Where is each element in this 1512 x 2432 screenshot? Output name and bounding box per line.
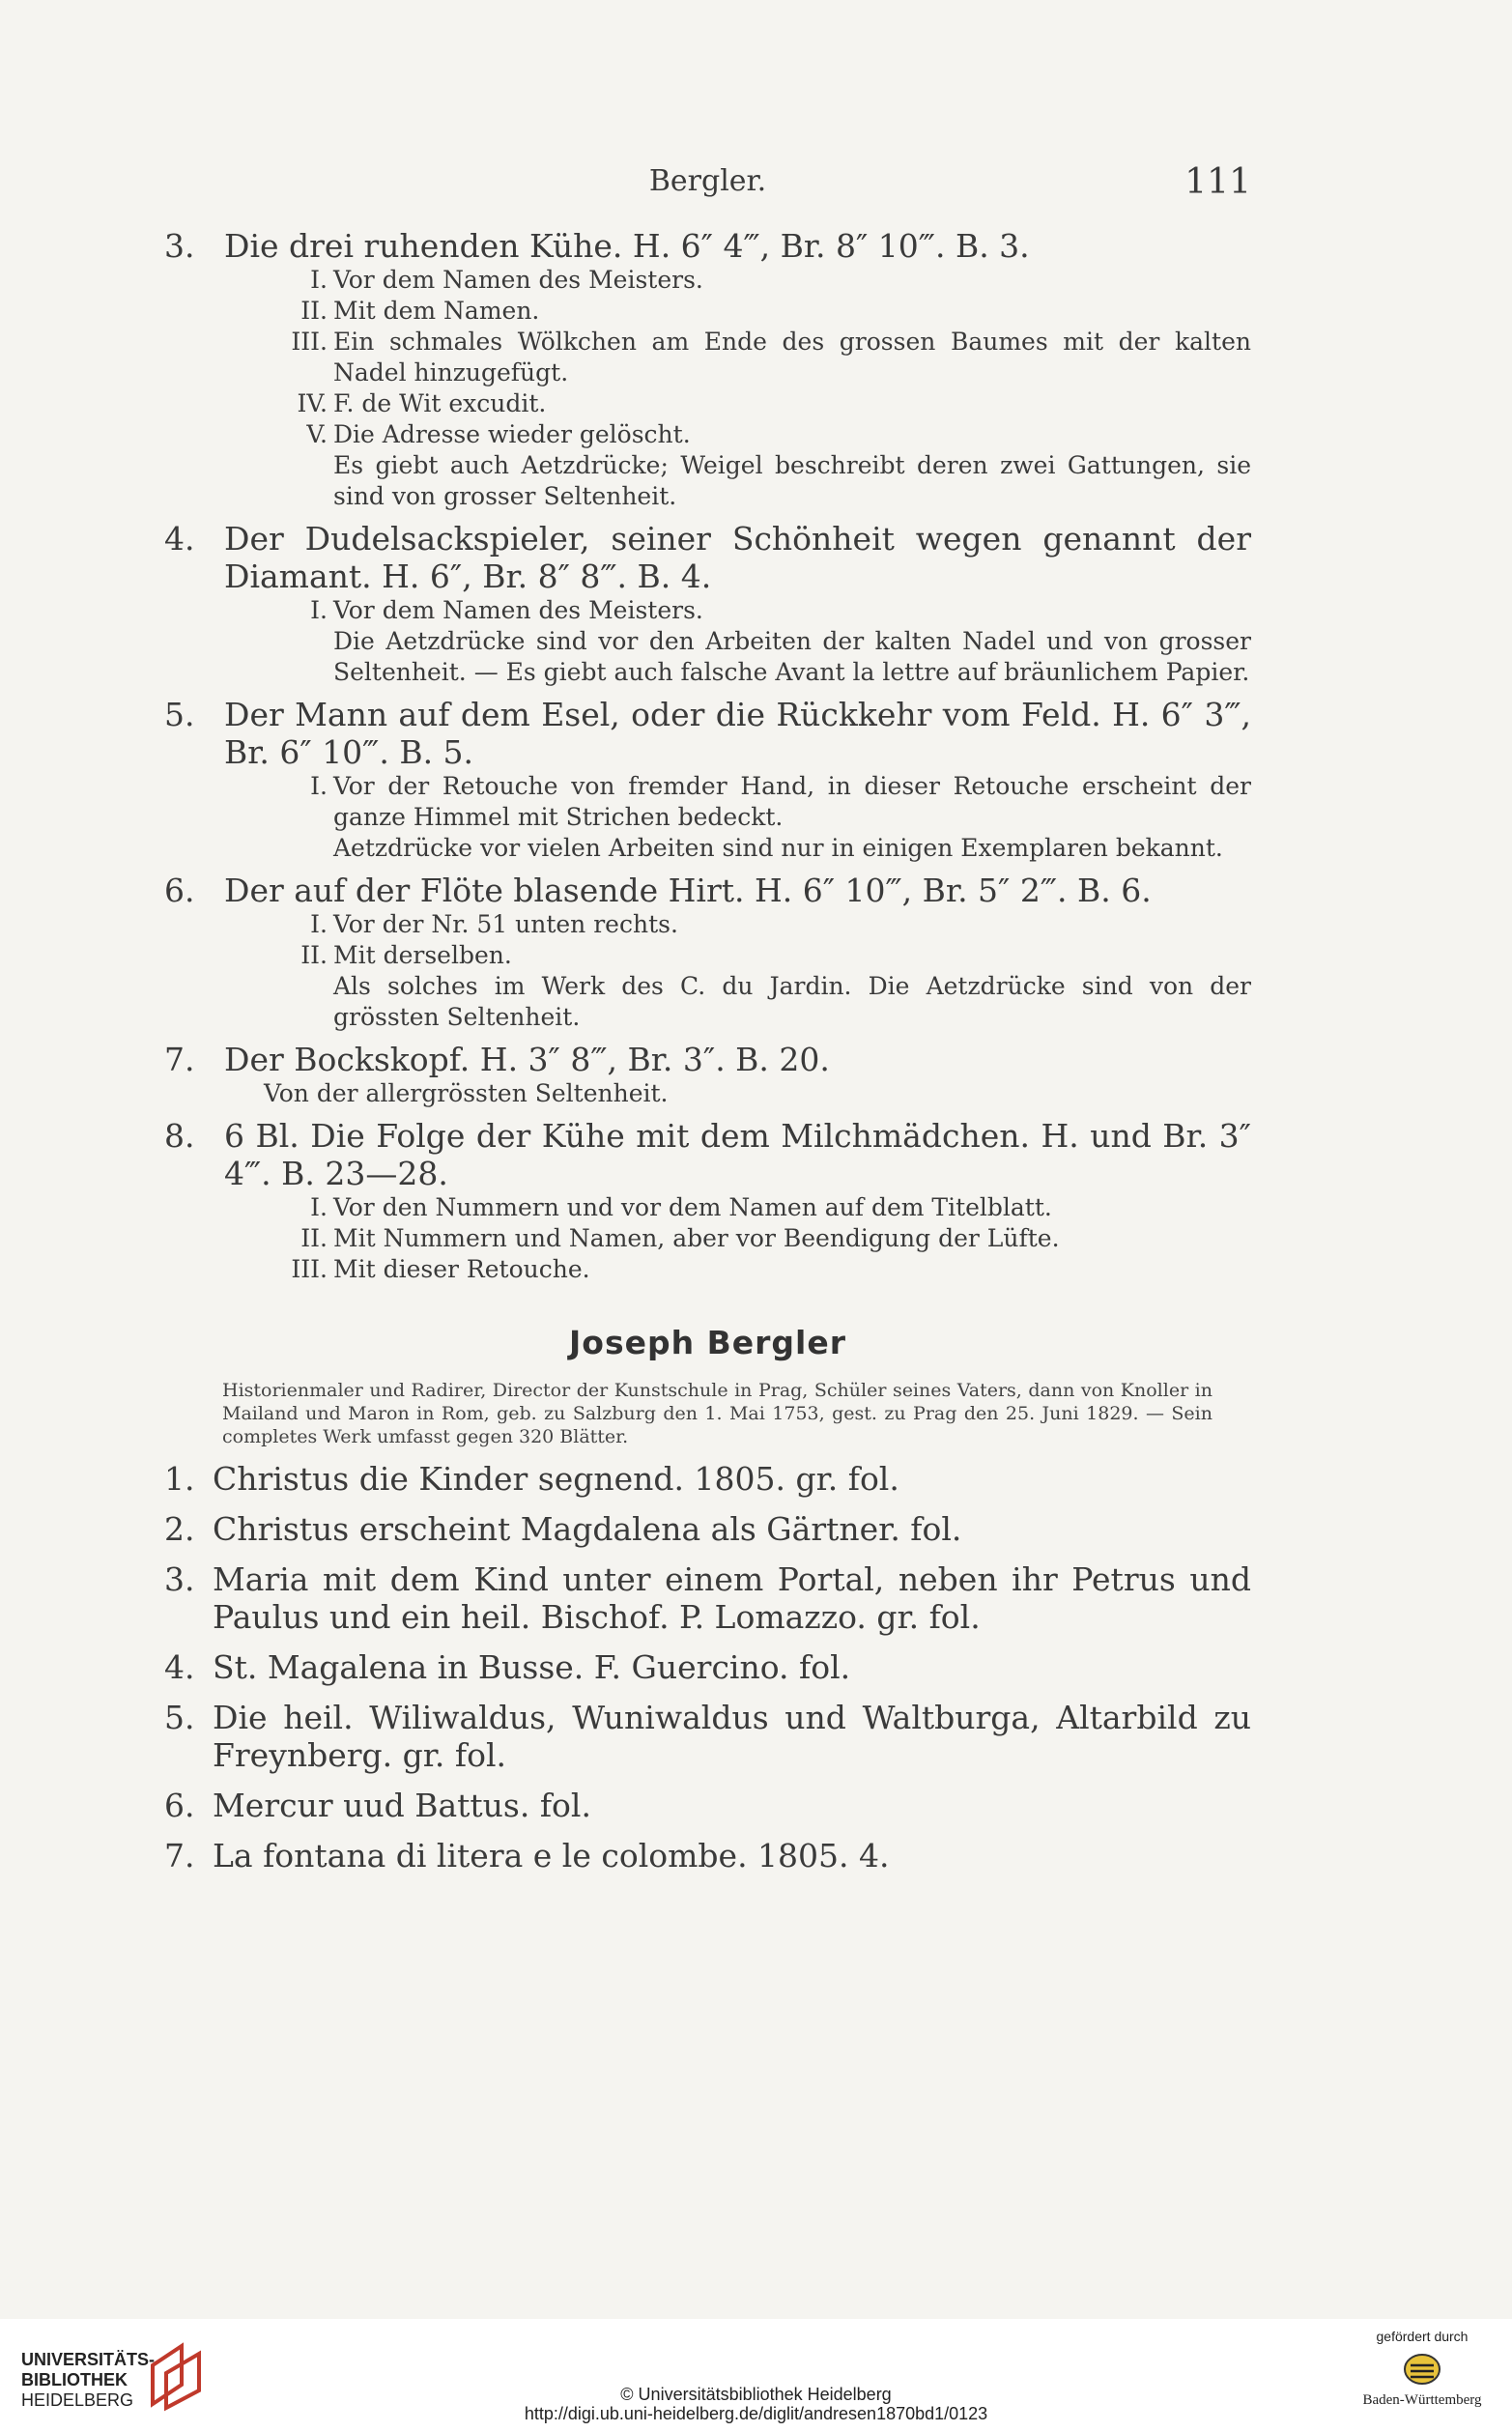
state-line: I. Vor der Nr. 51 unten rechts. <box>310 910 678 938</box>
state-line: I. Vor der Retouche von fremder Hand, in dieser Retouche erscheint der ganze Himmel mit Strichen bedeckt. <box>310 772 1251 831</box>
sponsor-block <box>1350 2329 1495 2409</box>
entry-note: Von der allergrössten Seltenheit. <box>264 1079 669 1107</box>
entry-title: 6. Der auf der Flöte blasende Hirt. H. 6″ 10‴, Br. 5″ 2‴. B. 6. <box>164 872 1152 909</box>
digitization-footer <box>0 2319 1512 2432</box>
state-line: III. Mit dieser Retouche. <box>291 1255 590 1283</box>
work-entry: 6. Mercur uud Battus. fol. <box>164 1787 591 1824</box>
entry-note: Die Aetzdrücke sind vor den Arbeiten der kalten Nadel und von grosser Seltenheit. — Es giebt auch falsche Avant la lettre auf bräunlichem Papier. <box>333 627 1251 686</box>
work-entry: 1. Christus die Kinder segnend. 1805. gr. fol. <box>164 1460 899 1498</box>
work-entry: 3. Maria mit dem Kind unter einem Portal, neben ihr Petrus und Paulus und ein heil. Bischof. P. Lomazzo. gr. fol. <box>164 1560 1251 1636</box>
copyright-block <box>0 2385 1512 2423</box>
state-crest-icon <box>1397 2350 1447 2389</box>
catalog-entry <box>164 227 1251 512</box>
entry-title: 8. 6 Bl. Die Folge der Kühe mit dem Milchmädchen. H. und Br. 3″ 4‴. B. 23—28. <box>164 1117 1251 1192</box>
catalog-entry <box>164 1041 1251 1109</box>
state-line: III. Ein schmales Wölkchen am Ende des grossen Baumes mit der kalten Nadel hinzugefügt. <box>291 328 1251 386</box>
entry-title: 4. Der Dudelsackspieler, seiner Schönheit wegen genannt der Diamant. H. 6″, Br. 8″ 8‴. B. 4. <box>164 520 1251 595</box>
entry-note: Als solches im Werk des C. du Jardin. Die Aetzdrücke sind von der grössten Seltenheit. <box>333 972 1251 1031</box>
entry-title: 7. Der Bockskopf. H. 3″ 8‴, Br. 3″. B. 20. <box>164 1041 830 1078</box>
catalog-entry <box>164 1117 1251 1285</box>
state-line: I. Vor dem Namen des Meisters. <box>310 596 703 624</box>
sponsor-name: Baden-Württemberg <box>1362 2392 1482 2408</box>
state-line: I. Vor den Nummern und vor dem Namen auf dem Titelblatt. <box>310 1193 1052 1221</box>
library-name-line: BIBLIOTHEK <box>21 2370 128 2389</box>
state-line: I. Vor dem Namen des Meisters. <box>310 266 703 294</box>
section-heading: Joseph Bergler <box>569 1324 846 1361</box>
sponsor-label: gefördert durch <box>1376 2329 1469 2344</box>
work-entry: 2. Christus erscheint Magdalena als Gärtner. fol. <box>164 1510 962 1548</box>
artist-biography: Historienmaler und Radirer, Director der Kunstschule in Prag, Schüler seines Vaters, dann von Knoller in Mailand und Maron in Rom, geb. zu Salzburg den 1. Mai 1753, gest. zu Prag den 25. Juni 1829. — Sein completes Werk umfasst gegen 320 Blätter. <box>222 1380 1212 1447</box>
state-line: IV. F. de Wit excudit. <box>297 389 547 417</box>
source-url-link[interactable]: http://digi.ub.uni-heidelberg.de/diglit/andresen1870bd1/0123 <box>524 2404 988 2423</box>
running-head: Bergler. <box>648 164 767 198</box>
state-line: II. Mit derselben. <box>300 941 512 969</box>
work-entry: 4. St. Magalena in Busse. F. Guercino. fol. <box>164 1648 851 1686</box>
copyright-text: © Universitätsbibliothek Heidelberg <box>620 2385 892 2404</box>
entry-note: Aetzdrücke vor vielen Arbeiten sind nur in einigen Exemplaren bekannt. <box>333 834 1223 862</box>
library-name-line: HEIDELBERG <box>21 2390 134 2410</box>
page-body <box>164 227 1251 1887</box>
work-entry: 5. Die heil. Wiliwaldus, Wuniwaldus und Waltburga, Altarbild zu Freynberg. gr. fol. <box>164 1699 1251 1774</box>
catalog-entry <box>164 872 1251 1033</box>
catalog-entry <box>164 696 1251 864</box>
page-number: 111 <box>1184 162 1251 202</box>
library-name-line: UNIVERSITÄTS- <box>21 2350 156 2369</box>
state-line: V. Die Adresse wieder gelöscht. <box>306 420 691 448</box>
state-line: II. Mit dem Namen. <box>300 297 540 325</box>
state-line: II. Mit Nummern und Namen, aber vor Beendigung der Lüfte. <box>300 1224 1060 1252</box>
entry-note: Es giebt auch Aetzdrücke; Weigel beschreibt deren zwei Gattungen, sie sind von grosser Seltenheit. <box>333 451 1251 510</box>
entry-title: 5. Der Mann auf dem Esel, oder die Rückkehr vom Feld. H. 6″ 3‴, Br. 6″ 10‴. B. 5. <box>164 696 1251 771</box>
page-header <box>164 162 1251 211</box>
work-entry: 7. La fontana di litera e le colombe. 1805. 4. <box>164 1837 890 1874</box>
catalog-entry <box>164 520 1251 688</box>
entry-title: 3. Die drei ruhenden Kühe. H. 6″ 4‴, Br. 8″ 10‴. B. 3. <box>164 227 1030 265</box>
